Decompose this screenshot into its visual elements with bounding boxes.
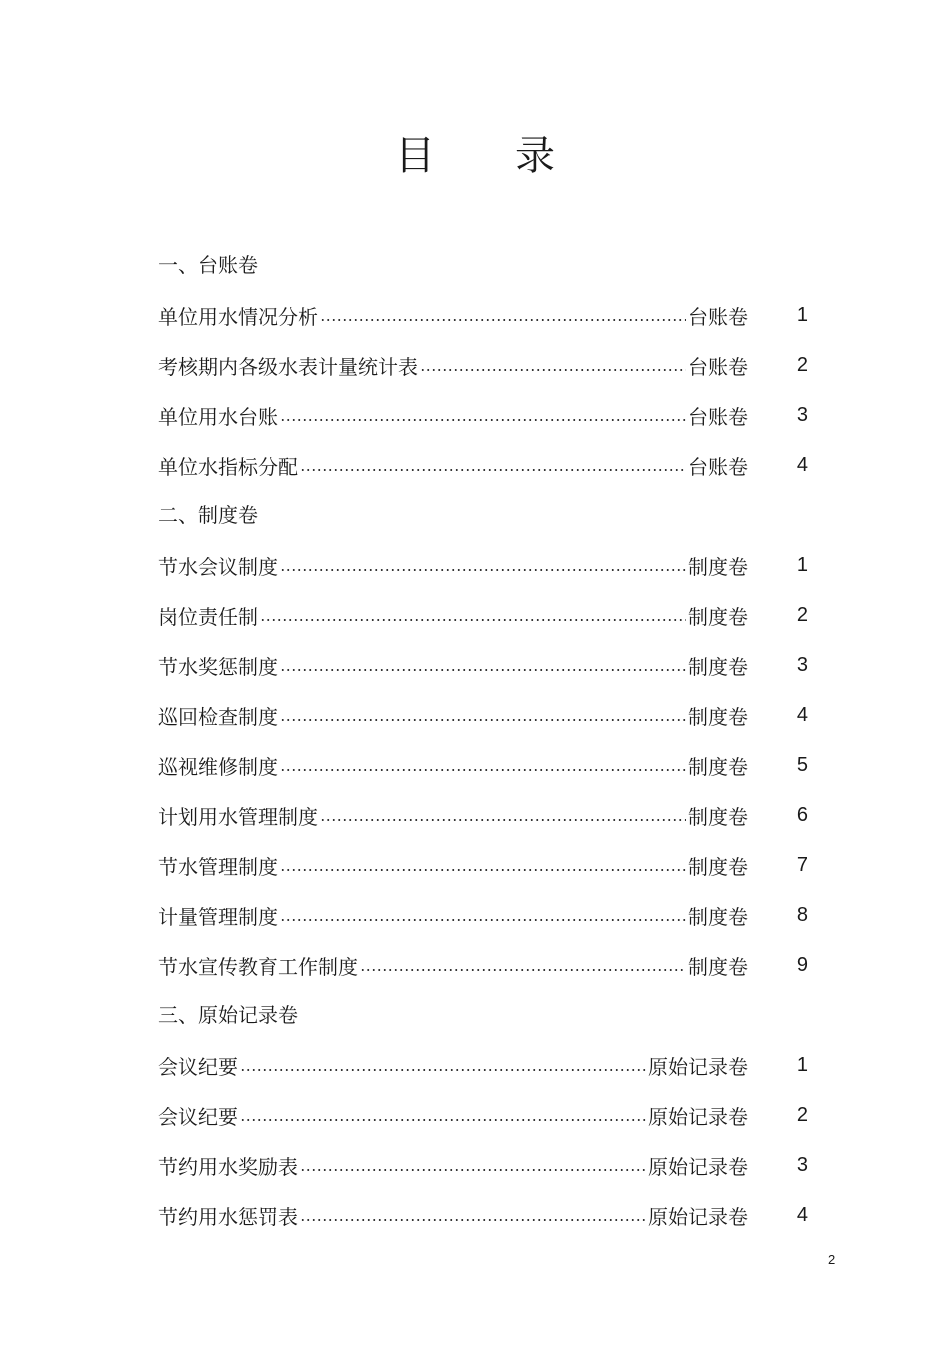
- entry-page-number: 4: [796, 703, 808, 726]
- entry-volume: 制度卷: [688, 604, 748, 629]
- entry-page-number: 1: [796, 303, 808, 326]
- entry-page-number: 8: [796, 903, 808, 926]
- entry-title: 巡视维修制度: [158, 754, 278, 779]
- entry-title: 节约用水惩罚表: [158, 1204, 298, 1229]
- dot-leader: [280, 856, 686, 876]
- dot-leader: [300, 1206, 646, 1226]
- toc-entry[interactable]: [158, 790, 808, 840]
- entry-title: 计量管理制度: [158, 904, 278, 929]
- section-heading: 一、台账卷: [158, 253, 258, 277]
- entry-volume: 制度卷: [688, 854, 748, 879]
- dot-leader: [320, 806, 686, 826]
- dot-leader: [240, 1056, 646, 1076]
- entry-title: 考核期内各级水表计量统计表: [158, 354, 418, 379]
- entry-title: 节水管理制度: [158, 854, 278, 879]
- toc-entry[interactable]: [158, 390, 808, 440]
- entry-page-number: 3: [796, 403, 808, 426]
- toc-entry[interactable]: [158, 290, 808, 340]
- entry-page-number: 2: [796, 603, 808, 626]
- entry-page-number: 3: [796, 653, 808, 676]
- dot-leader: [280, 406, 686, 426]
- toc-entry[interactable]: [158, 690, 808, 740]
- dot-leader: [280, 556, 686, 576]
- dot-leader: [300, 1156, 646, 1176]
- entry-page-number: 6: [796, 803, 808, 826]
- entry-page-number: 1: [796, 1053, 808, 1076]
- entry-volume: 制度卷: [688, 804, 748, 829]
- table-of-contents: [158, 240, 808, 1240]
- toc-entry[interactable]: [158, 590, 808, 640]
- entry-volume: 制度卷: [688, 904, 748, 929]
- dot-leader: [240, 1106, 646, 1126]
- entry-title: 计划用水管理制度: [158, 804, 318, 829]
- toc-entry[interactable]: [158, 1190, 808, 1240]
- entry-page-number: 7: [796, 853, 808, 876]
- dot-leader: [280, 906, 686, 926]
- toc-entry[interactable]: [158, 1090, 808, 1140]
- toc-entry[interactable]: [158, 540, 808, 590]
- toc-entry[interactable]: [158, 1040, 808, 1090]
- toc-entry[interactable]: [158, 1140, 808, 1190]
- entry-title: 单位用水情况分析: [158, 304, 318, 329]
- dot-leader: [280, 756, 686, 776]
- entry-page-number: 2: [796, 353, 808, 376]
- entry-page-number: 3: [796, 1153, 808, 1176]
- entry-page-number: 2: [796, 1103, 808, 1126]
- dot-leader: [320, 306, 686, 326]
- entry-volume: 原始记录卷: [648, 1154, 748, 1179]
- entry-title: 单位水指标分配: [158, 454, 298, 479]
- entry-volume: 原始记录卷: [648, 1104, 748, 1129]
- entry-title: 会议纪要: [158, 1104, 238, 1129]
- toc-entry[interactable]: [158, 640, 808, 690]
- entry-page-number: 1: [796, 553, 808, 576]
- dot-leader: [260, 606, 686, 626]
- toc-entry[interactable]: [158, 840, 808, 890]
- section-heading: 二、制度卷: [158, 503, 258, 527]
- entry-title: 会议纪要: [158, 1054, 238, 1079]
- entry-volume: 原始记录卷: [648, 1054, 748, 1079]
- page-number: 2: [828, 1252, 836, 1267]
- entry-title: 节约用水奖励表: [158, 1154, 298, 1179]
- entry-page-number: 4: [796, 1203, 808, 1226]
- entry-page-number: 5: [796, 753, 808, 776]
- toc-entry[interactable]: [158, 340, 808, 390]
- entry-volume: 制度卷: [688, 704, 748, 729]
- entry-volume: 台账卷: [688, 304, 748, 329]
- dot-leader: [360, 956, 686, 976]
- dot-leader: [280, 656, 686, 676]
- entry-volume: 制度卷: [688, 554, 748, 579]
- entry-title: 节水宣传教育工作制度: [158, 954, 358, 979]
- dot-leader: [420, 356, 686, 376]
- toc-entry[interactable]: [158, 890, 808, 940]
- entry-volume: 台账卷: [688, 354, 748, 379]
- toc-entry[interactable]: [158, 440, 808, 490]
- section-heading: 三、原始记录卷: [158, 1003, 298, 1027]
- entry-title: 岗位责任制: [158, 604, 258, 629]
- entry-page-number: 9: [796, 953, 808, 976]
- toc-entry[interactable]: [158, 740, 808, 790]
- toc-entry[interactable]: [158, 940, 808, 990]
- entry-volume: 制度卷: [688, 654, 748, 679]
- entry-volume: 台账卷: [688, 404, 748, 429]
- entry-title: 巡回检查制度: [158, 704, 278, 729]
- entry-title: 节水奖惩制度: [158, 654, 278, 679]
- entry-page-number: 4: [796, 453, 808, 476]
- dot-leader: [280, 706, 686, 726]
- entry-title: 节水会议制度: [158, 554, 278, 579]
- entry-volume: 制度卷: [688, 954, 748, 979]
- entry-volume: 原始记录卷: [648, 1204, 748, 1229]
- dot-leader: [300, 456, 686, 476]
- page-title: 目录: [395, 133, 635, 179]
- entry-volume: 台账卷: [688, 454, 748, 479]
- entry-volume: 制度卷: [688, 754, 748, 779]
- entry-title: 单位用水台账: [158, 404, 278, 429]
